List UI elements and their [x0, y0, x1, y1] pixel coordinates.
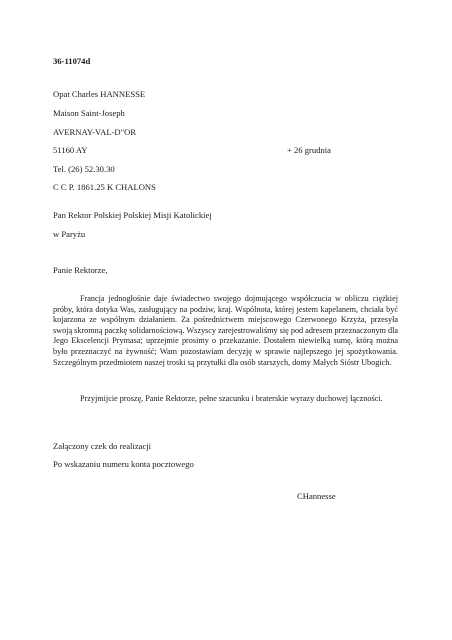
sender-town: AVERNAY-VAL-D"OR: [53, 127, 137, 137]
body-paragraph-2: Przyjmijcie proszę, Panie Rektorze, pełne szacunku i braterskie wyrazy duchowej łączności.: [80, 394, 383, 403]
recipient-title: Pan Rektor Polskiej Polskiej Misji Katolickiej: [53, 210, 212, 220]
salutation: Panie Rektorze,: [53, 265, 108, 275]
sender-ccp: C C P. 1861.25 K CHALONS: [53, 182, 156, 192]
sender-name: Opat Charles HANNESSE: [53, 89, 146, 99]
sender-house: Maison Saint-Joseph: [53, 108, 125, 118]
letter-date: + 26 grudnia: [287, 145, 331, 155]
enclosure-line-1: Załączony czek do realizacji: [53, 441, 152, 451]
recipient-city: w Paryżu: [53, 229, 86, 239]
signature: CHannesse: [297, 491, 336, 501]
sender-postcode: 51160 AY: [53, 145, 88, 155]
sender-phone: Tel. (26) 52.30.30: [53, 164, 115, 174]
reference-number: 36-11074d: [53, 56, 91, 66]
enclosure-line-2: Po wskazaniu numeru konta pocztowego: [53, 459, 194, 469]
body-paragraph-1: Francja jednogłośnie daje świadectwo swojego dojmującego współczucia w obliczu ciężkiej próby, która dotyka Was, zasługujący na podziw, kraj. Wspólnota, której jestem kapelanem, chciała być kojarzona ze wspólnym działaniem. Za pośrednictwem miejscowego Czerwonego Krzyża, przesyła swoją skromną paczkę solidarnościową. Wszyscy zarejestrowaliśmy się pod adresem przeznaczonym dla Jego Ekscelencji Prymasa; uprzejmie prosimy o przekazanie. Dostałem niewielką sumę, którą można było przeznaczyć na żywność; Wam pozostawiam decyzję w sprawie najlepszego jej spożytkowania. Szczególnym przedmiotem naszej troski są przytułki dla osób starszych, domy Małych Sióstr Ubogich.: [53, 294, 398, 367]
